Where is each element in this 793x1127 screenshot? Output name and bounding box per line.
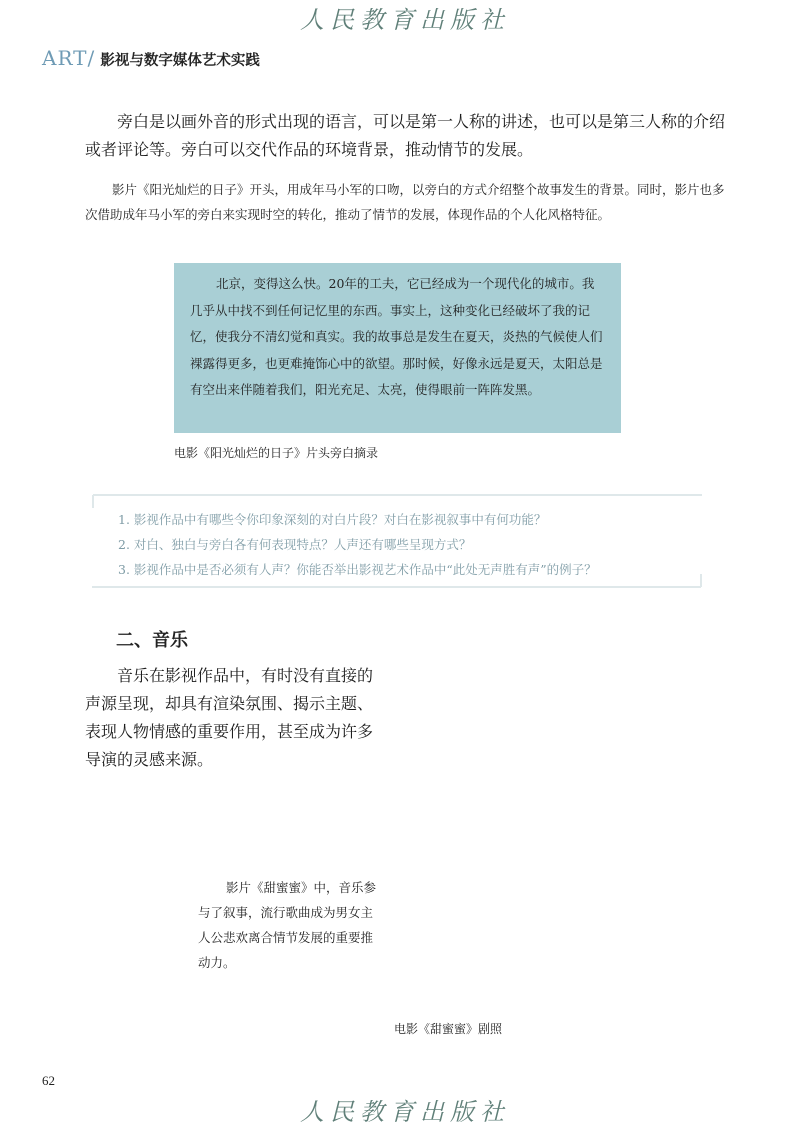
question-2: 2. 对白、独白与旁白各有何表现特点？人声还有哪些呈现方式？ [118,537,472,552]
publisher-logo-top: 人民教育出版社 [300,6,510,34]
paragraph-music: 音乐在影视作品中，有时没有直接的声源呈现，却具有渲染氛围、揭示主题、表现人物情感的重要作用，甚至成为许多导演的灵感来源。 [85,666,374,769]
note-sunshine: 影片《阳光灿烂的日子》开头，用成年马小军的口吻，以旁白的方式介绍整个故事发生的背景。同时，影片也多次借助成年马小军的旁白来实现时空的转化，推动了情节的发展，体现作品的个人化风格特征。 [85,182,725,222]
header-title: 影视与数字媒体艺术实践 [100,53,260,69]
running-header [42,46,260,70]
paragraph-narration: 旁白是以画外音的形式出现的语言，可以是第一人称的讲述，也可以是第三人称的介绍或者评论等。旁白可以交代作品的环境背景，推动情节的发展。 [85,112,726,159]
note-tianmimi: 影片《甜蜜蜜》中，音乐参与了叙事，流行歌曲成为男女主人公悲欢离合情节发展的重要推动力。 [198,880,377,970]
quote-text: 北京，变得这么快。20年的工夫，它已经成为一个现代化的城市。我几乎从中找不到任何记忆里的东西。事实上，这种变化已经破坏了我的记忆，使我分不清幻觉和真实。我的故事总是发生在夏天，炎热的气候使人们裸露得更多，也更难掩饰心中的欲望。那时候，好像永远是夏天，太阳总是有空出来伴随着我们，阳光充足、太亮，使得眼前一阵阵发黑。 [190,276,603,397]
publisher-logo-bottom: 人民教育出版社 [300,1098,510,1126]
section-heading: 二、音乐 [116,630,188,651]
page-number: 62 [42,1073,55,1088]
header-brand: ART/ [42,46,96,70]
image-caption: 电影《甜蜜蜜》剧照 [394,1022,503,1036]
question-3: 3. 影视作品中是否必须有人声？你能否举出影视艺术作品中“此处无声胜有声”的例子？ [118,562,597,577]
quote-caption: 电影《阳光灿烂的日子》片头旁白摘录 [174,446,379,460]
question-1: 1. 影视作品中有哪些令你印象深刻的对白片段？对白在影视叙事中有何功能？ [118,512,547,527]
